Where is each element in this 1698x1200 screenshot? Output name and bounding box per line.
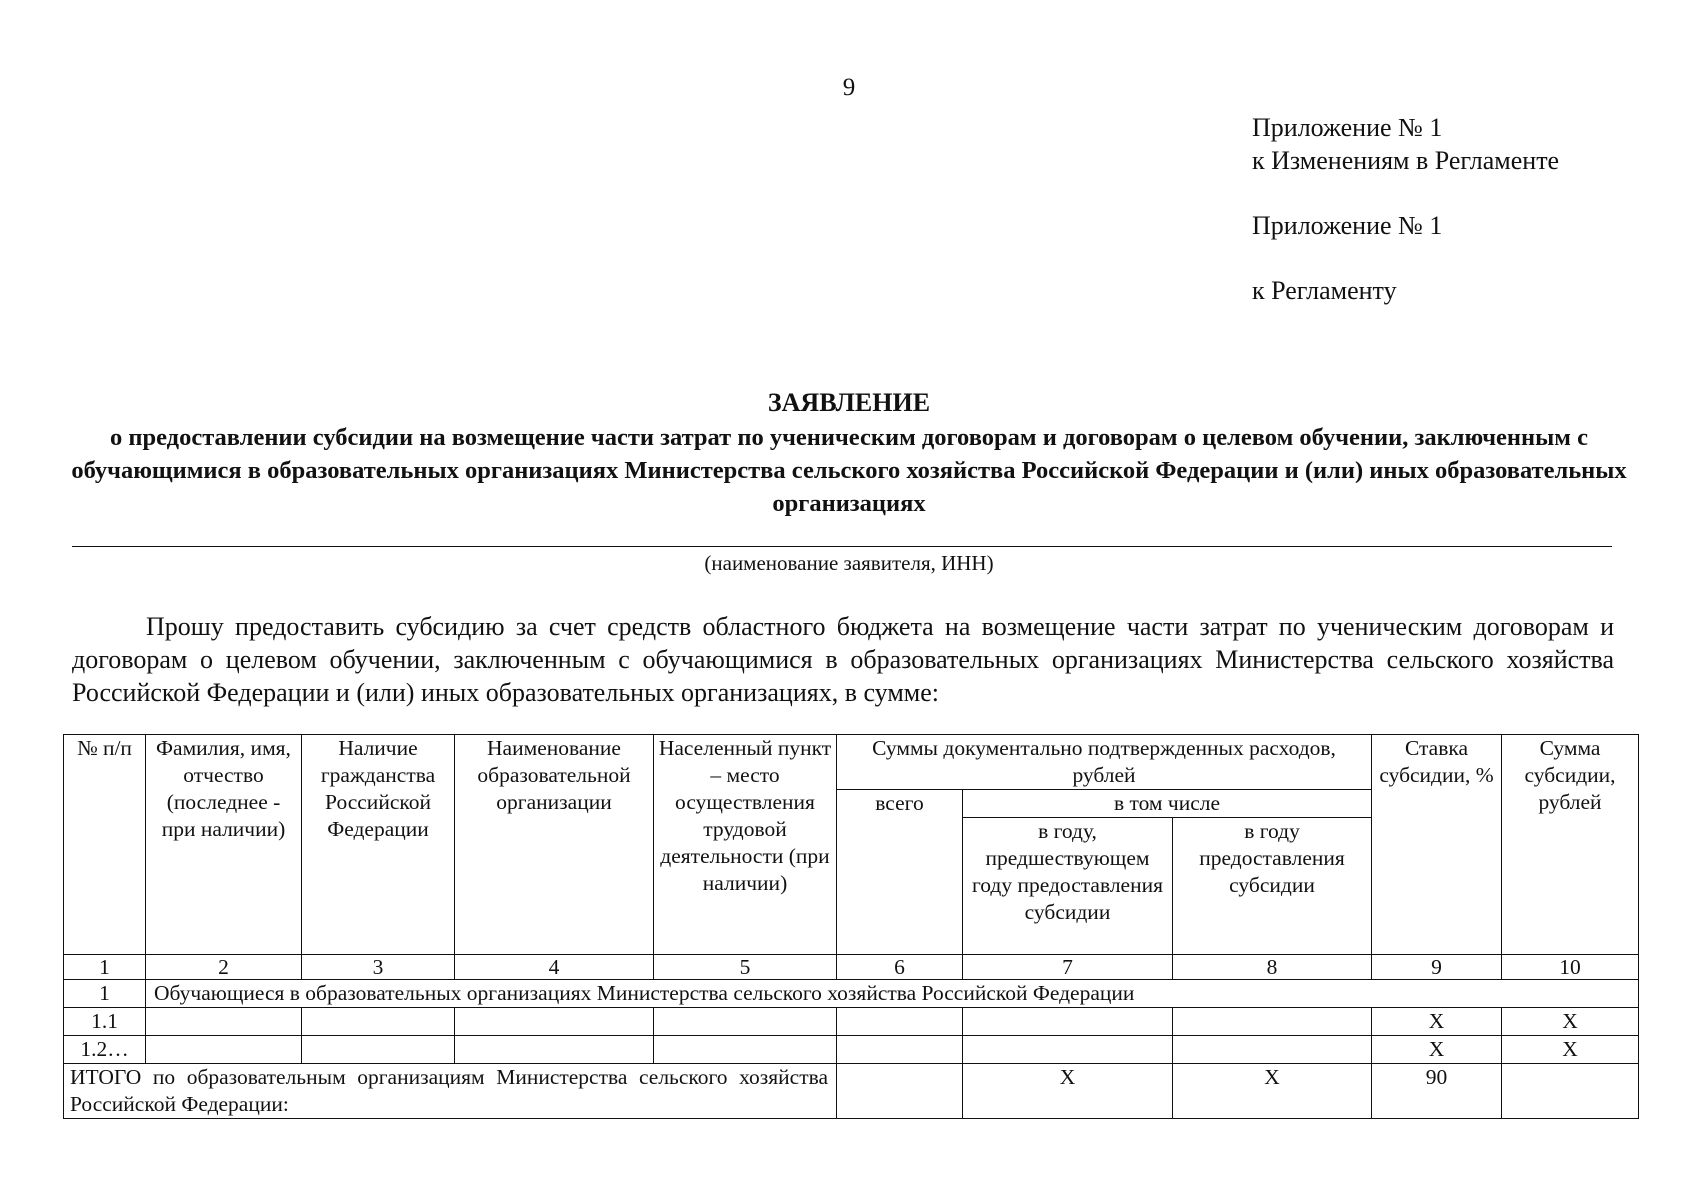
total-current-year-cell: Х: [1173, 1064, 1372, 1119]
header-col-current-year: в году предоставления субсидии: [1173, 818, 1372, 955]
applicant-name-line[interactable]: [72, 546, 1612, 547]
row-number: 1.1: [64, 1008, 146, 1036]
column-number-cell: 7: [963, 955, 1173, 980]
document-title: ЗАЯВЛЕНИЕ: [767, 388, 931, 417]
column-number-cell: 5: [654, 955, 837, 980]
table-cell[interactable]: [654, 1008, 837, 1036]
table-cell[interactable]: [654, 1036, 837, 1064]
column-number-cell: 1: [64, 955, 146, 980]
total-label: ИТОГО по образовательным организациям Министерства сельского хозяйства Российской Федерации:: [64, 1064, 837, 1119]
column-number-cell: 10: [1502, 955, 1639, 980]
appendix-line-4: к Регламенту: [1252, 276, 1397, 305]
header-col-organization: Наименование образовательной организации: [455, 735, 654, 955]
table-row: [64, 1008, 1639, 1036]
total-amount-cell[interactable]: [1502, 1064, 1639, 1119]
table-cell[interactable]: [837, 1036, 963, 1064]
table-cell[interactable]: [963, 1036, 1173, 1064]
appendix-line-3: Приложение № 1: [1252, 211, 1443, 240]
header-col-full-name: Фамилия, имя, отчество (последнее - при наличии): [146, 735, 302, 955]
rate-cell: Х: [1372, 1036, 1502, 1064]
header-sums-group: Суммы документально подтвержденных расходов, рублей: [837, 735, 1372, 790]
applicant-caption: (наименование заявителя, ИНН): [704, 551, 994, 575]
subsidy-table: [63, 734, 1639, 1119]
table-row: [64, 1036, 1639, 1064]
column-number-cell: 9: [1372, 955, 1502, 980]
header-col-locality: Населенный пункт – место осуществления трудовой деятельности (при наличии): [654, 735, 837, 955]
table-cell[interactable]: [455, 1008, 654, 1036]
table-cell[interactable]: [1173, 1008, 1372, 1036]
table-cell[interactable]: [963, 1008, 1173, 1036]
header-col-total: всего: [837, 790, 963, 955]
column-number-cell: 2: [146, 955, 302, 980]
appendix-line-1: Приложение № 1: [1252, 113, 1443, 142]
table-cell[interactable]: [837, 1008, 963, 1036]
header-including: в том числе: [963, 790, 1372, 818]
table-cell[interactable]: [302, 1008, 455, 1036]
table-cell[interactable]: [146, 1036, 302, 1064]
header-col-subsidy-amount: Сумма субсидии, рублей: [1502, 735, 1639, 955]
header-col-previous-year: в году, предшествующем году предоставления субсидии: [963, 818, 1173, 955]
table-cell[interactable]: [1173, 1036, 1372, 1064]
row-number: 1.2…: [64, 1036, 146, 1064]
total-rate-cell: 90: [1372, 1064, 1502, 1119]
rate-cell: Х: [1372, 1008, 1502, 1036]
table-cell[interactable]: [302, 1036, 455, 1064]
column-number-cell: 6: [837, 955, 963, 980]
header-col-rate: Ставка субсидии, %: [1372, 735, 1502, 955]
amount-cell: Х: [1502, 1036, 1639, 1064]
header-col-number: № п/п: [64, 735, 146, 955]
page-number: 9: [842, 74, 856, 101]
header-col-citizenship: Наличие гражданства Российской Федерации: [302, 735, 455, 955]
request-paragraph: Прошу предоставить субсидию за счет средств областного бюджета на возмещение части затрат по ученическим договорам и договорам о целевом обучении, заключенным с обучающимися в образовательных организациях Министерства сельского хозяйства Российской Федерации и (или) иных образовательных организациях, в сумме:: [72, 612, 1614, 707]
total-previous-year-cell: Х: [963, 1064, 1173, 1119]
column-number-cell: 3: [302, 955, 455, 980]
amount-cell: Х: [1502, 1008, 1639, 1036]
table-cell[interactable]: [146, 1008, 302, 1036]
total-row: [64, 1064, 1639, 1119]
total-sum-cell[interactable]: [837, 1064, 963, 1119]
section-number: 1: [64, 980, 146, 1008]
section-row: [64, 980, 1639, 1008]
table-cell[interactable]: [455, 1036, 654, 1064]
document-subtitle: о предоставлении субсидии на возмещение части затрат по ученическим договорам и договорам о целевом обучении, заключенным с обучающимися в образовательных организациях Министерства сельского хозяйства Российской Федерации и (или) иных образовательных организациях: [71, 424, 1627, 517]
section-label: Обучающиеся в образовательных организациях Министерства сельского хозяйства Российской Федерации: [146, 980, 1639, 1008]
column-number-cell: 4: [455, 955, 654, 980]
appendix-line-2: к Изменениям в Регламенте: [1252, 146, 1560, 175]
column-number-cell: 8: [1173, 955, 1372, 980]
